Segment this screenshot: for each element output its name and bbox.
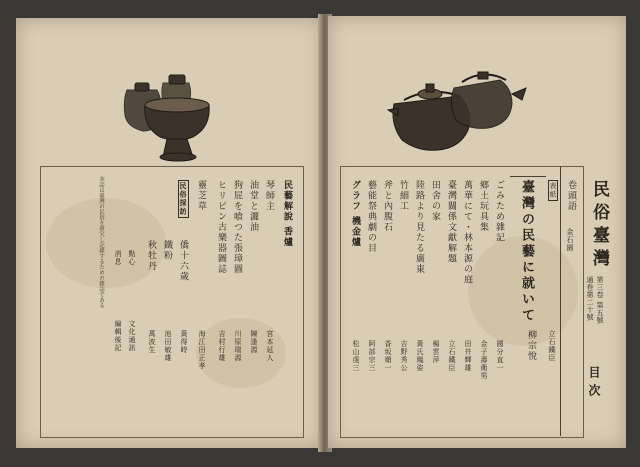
entry-author: 萬波生 xyxy=(148,330,156,354)
entry-title: 秋牡丹 xyxy=(146,240,156,272)
left-toc-entry-5 xyxy=(196,180,205,212)
left-toc-entry-4 xyxy=(216,180,225,275)
entry-title: 萬華にて・林本源の庭 xyxy=(462,180,472,285)
pottery-illustration-left xyxy=(115,65,225,170)
right-author-10 xyxy=(368,340,375,372)
entry-title: 臺灣關係文獻解題 xyxy=(446,180,456,264)
left-author-4 xyxy=(218,330,225,362)
left-toc-entry-1 xyxy=(264,180,273,212)
left-author-2 xyxy=(250,330,257,354)
entry-author: 松山虔三 xyxy=(352,340,360,372)
left-author-5 xyxy=(198,330,205,370)
entry-author: 阿部宗三 xyxy=(368,340,376,372)
feature-title-text: 臺灣の民藝に就いて xyxy=(519,180,534,324)
small-note-4 xyxy=(114,320,121,352)
small-note-1 xyxy=(128,250,135,266)
left-author-6 xyxy=(180,330,187,354)
entry-title: グラフ 機金爐 xyxy=(350,180,360,248)
entry-author: 立石鐵臣 xyxy=(448,340,456,372)
right-author-7 xyxy=(416,340,423,372)
entry-author: 金子壽衛男 xyxy=(480,340,488,380)
contents-heading xyxy=(588,366,600,402)
small-note-2 xyxy=(114,250,121,266)
left-author-3 xyxy=(234,330,241,362)
entry-title: 僑十六歲 xyxy=(178,240,188,282)
right-toc-entry-9 xyxy=(382,180,391,233)
note-text: 點心 xyxy=(128,250,136,266)
entry-title: 琴師主 xyxy=(264,180,274,212)
entry-title: 油堂と灑油 xyxy=(248,180,258,233)
entry-author: 楊雲萍 xyxy=(432,340,440,364)
entry-author: 宮本延人 xyxy=(266,330,274,362)
entry-author: 海江田正孝 xyxy=(198,330,206,370)
tansaku-header xyxy=(178,180,187,218)
right-toc-entry-8 xyxy=(398,180,407,212)
issue-total-text: 通卷第二十號 xyxy=(586,276,594,321)
entry-title: 陸路より見たる廣東 xyxy=(414,180,424,275)
entry-author: 黃得時 xyxy=(180,330,188,354)
right-frame-divider xyxy=(560,166,561,436)
entry-title: 田舍の家 xyxy=(430,180,440,222)
right-toc-entry-11 xyxy=(350,180,359,248)
colophon-block xyxy=(48,176,103,431)
entry-author: 吉野秀公 xyxy=(400,340,408,372)
right-toc-entry-2 xyxy=(494,180,503,243)
left-author-7 xyxy=(164,330,171,362)
feature-author-text: 柳宗悅 xyxy=(526,330,536,362)
small-note-3 xyxy=(128,320,135,352)
entry-author: 香坂順一 xyxy=(384,340,392,372)
magazine-title-text: 民俗臺灣 xyxy=(589,180,609,272)
left-toc-entry-6 xyxy=(178,240,187,282)
entry-title: 鄉土玩具集 xyxy=(478,180,488,233)
entry-title: 鐵粉 xyxy=(162,240,172,261)
contents-heading-text: 目次 xyxy=(587,366,601,402)
kantogo-entry xyxy=(566,180,575,212)
entry-title: 竹細工 xyxy=(398,180,408,212)
feature-article-title xyxy=(520,180,533,324)
magazine-title xyxy=(590,180,607,272)
left-author-8 xyxy=(148,330,155,354)
right-author-4 xyxy=(464,340,471,372)
left-toc-entry-3 xyxy=(232,180,241,275)
right-author-11 xyxy=(352,340,359,372)
entry-author: 國分直一 xyxy=(496,340,504,372)
kantogo-author xyxy=(566,228,573,252)
entry-title: 靈芝草 xyxy=(196,180,206,212)
cover-label: 表紙 xyxy=(549,182,557,199)
section-header-mingei xyxy=(282,180,291,248)
entry-author: 黃氏鳳姿 xyxy=(416,340,424,372)
entry-author: 川原瑞源 xyxy=(234,330,242,362)
entry-title: ごみため雜記 xyxy=(494,180,504,243)
left-toc-entry-2 xyxy=(248,180,257,233)
issue-total xyxy=(586,276,593,321)
entry-author: 吉村行雄 xyxy=(218,330,226,362)
cover-artist xyxy=(548,330,555,362)
entry-author: 池田敏雄 xyxy=(164,330,172,362)
right-toc-entry-6 xyxy=(430,180,439,222)
right-toc-entry-10 xyxy=(366,180,375,254)
feature-rule-top xyxy=(510,176,546,177)
kantogo-section: 卷頭語 xyxy=(566,180,576,212)
left-toc-entry-7 xyxy=(162,240,171,261)
entry-title: 藝能祭典劇の目 xyxy=(366,180,376,254)
colophon-text: 本誌は臺灣の民俗を研究し記錄するための雜誌である xyxy=(98,176,104,308)
entry-title: 斧と內腹石 xyxy=(382,180,392,233)
right-author-5 xyxy=(448,340,455,372)
note-text: 文化通訊 xyxy=(128,320,136,352)
left-toc-entry-8 xyxy=(146,240,155,272)
right-toc-entry-7 xyxy=(414,180,423,275)
entry-title: ヒリピン古樂器圖誌 xyxy=(216,180,226,275)
note-text: 消息 xyxy=(114,250,122,266)
feature-article-author xyxy=(526,330,535,362)
left-author-1 xyxy=(266,330,273,362)
section-header-text: 民藝解說 香爐 xyxy=(282,180,292,248)
issue-number xyxy=(596,276,603,324)
right-author-9 xyxy=(384,340,391,372)
issue-text: 第三卷 第五號 xyxy=(596,276,604,324)
right-toc-entry-3 xyxy=(478,180,487,233)
right-toc-entry-4 xyxy=(462,180,471,285)
tansaku-label: 民俗採訪 xyxy=(179,182,188,216)
entry-author: 陳逢源 xyxy=(250,330,258,354)
note-text: 編輯後記 xyxy=(114,320,122,352)
right-author-6 xyxy=(432,340,439,364)
cover-artist-text: 立石鐵臣 xyxy=(548,330,556,362)
right-author-3 xyxy=(480,340,487,380)
cover-entry xyxy=(548,180,557,201)
right-toc-entry-5 xyxy=(446,180,455,264)
right-author-8 xyxy=(400,340,407,372)
kantogo-author-text: 金石園 xyxy=(566,228,574,252)
entry-author: 田井輝雄 xyxy=(464,340,472,372)
right-author-2 xyxy=(496,340,503,372)
pottery-illustration-right xyxy=(388,64,528,159)
entry-title: 狗屁を喰つた張璋圖 xyxy=(232,180,242,275)
